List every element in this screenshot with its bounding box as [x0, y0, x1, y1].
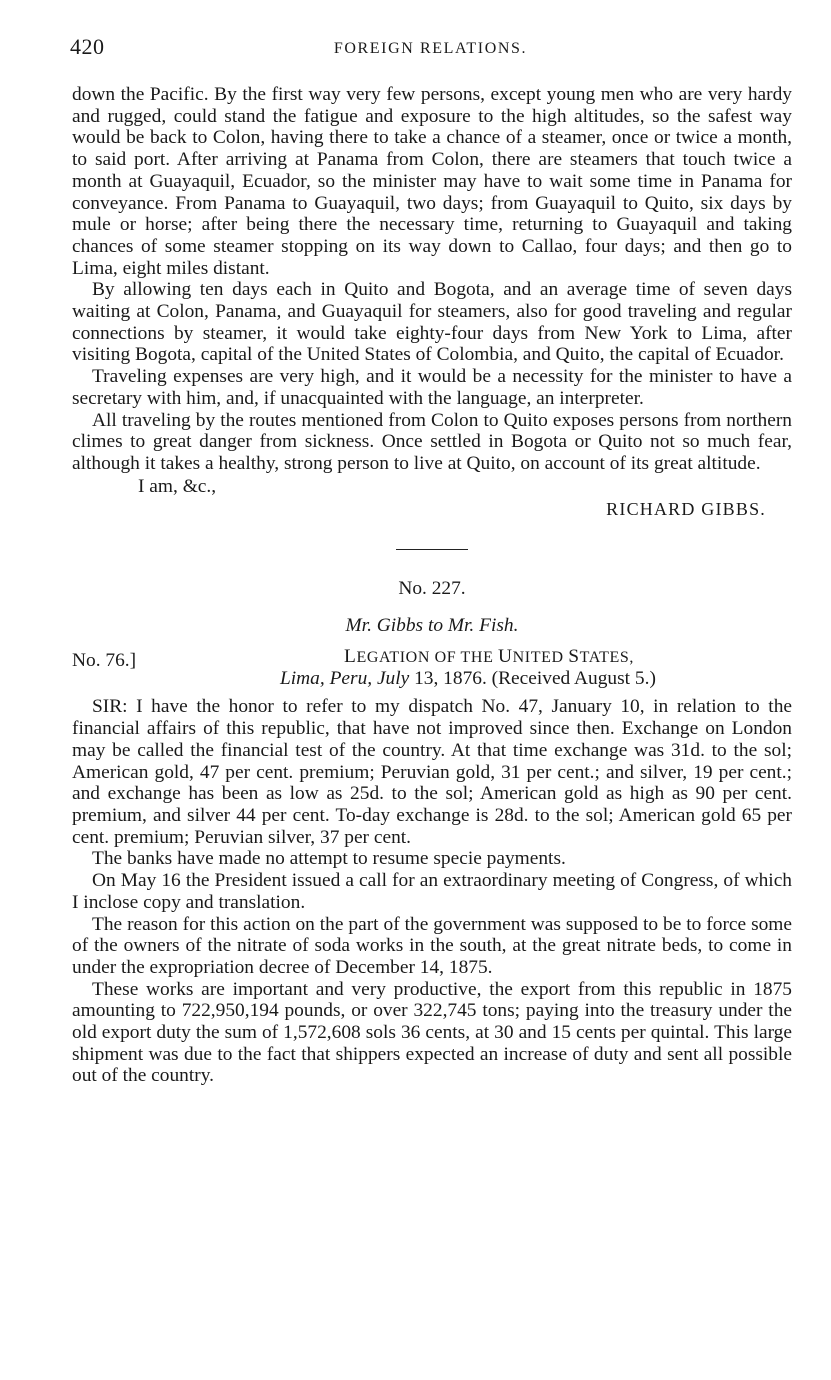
letter1-paragraph-2: By allowing ten days each in Quito and Bogota, and an average time of seven days waiting at Colon, Panama, and Guayaquil for steamers, also for good traveling and regular connections by steamer, it would take eighty-four days from New York to Lima, after visiting Bogota, capital of the United States of Colombia, and Quito, the capital of Ecuador.	[72, 279, 792, 366]
section-divider	[396, 549, 468, 550]
letter2-paragraph-2: The banks have made no attempt to resume specie payments.	[92, 848, 566, 870]
legation-word-1: EGATION OF THE	[356, 649, 499, 667]
running-head: FOREIGN RELATIONS.	[333, 40, 528, 57]
legation-initial-s: S	[568, 646, 580, 668]
dateline-date: 13, 1876. (Received August 5.)	[409, 668, 656, 690]
signature: RICHARD GIBBS.	[606, 499, 766, 520]
letter1-paragraph-4: All traveling by the routes mentioned from Colon to Quito exposes persons from northern climes to great danger from sickness. Once settled in Bogota or Quito not so much fear, although it takes a healthy, strong person to live at Quito, on account of its great altitude.	[72, 409, 792, 474]
salutation: SIR:	[92, 696, 128, 718]
document-title: Mr. Gibbs to Mr. Fish.	[345, 614, 519, 636]
dispatch-number: No. 76.]	[72, 650, 137, 672]
legation-word-2: NITED	[512, 649, 569, 667]
letter2-paragraph-1	[72, 696, 792, 848]
legation-word-3: TATES,	[579, 649, 634, 667]
dateline	[280, 668, 656, 690]
dispatch-heading	[72, 646, 792, 692]
letter1-paragraph-1: down the Pacific. By the first way very few persons, except young men who are very hardy and rugged, could stand the fatigue and exposure to the high altitudes, so the safest way would be back to Colon, having there to take a chance of a steamer, once or twice a month, to said port. After arriving at Panama from Colon, there are steamers that touch twice a month at Guayaquil, Ecuador, so the minister may have to wait some time in Panama for conveyance. From Panama to Guayaquil, two days; from Guayaquil to Quito, six days by mule or horse; after being there the necessary time, returning to Guayaquil and taking chances of some steamer stopping on its way down to Callao, four days; and then go to Lima, eight miles distant.	[72, 84, 792, 279]
legation-heading	[344, 646, 634, 669]
document-number: No. 227.	[398, 578, 466, 600]
page-number: 420	[70, 34, 105, 59]
legation-initial-l: L	[344, 646, 357, 668]
dateline-place: Lima, Peru, July	[280, 668, 410, 690]
page-header	[70, 36, 791, 62]
legation-initial-u: U	[498, 646, 513, 668]
letter2-paragraph-5: These works are important and very productive, the export from this republic in 1875 amounting to 722,950,194 pounds, or over 322,745 tons; paying into the treasury under the old export duty the sum of 1,572,608 sols 36 cents, at 30 and 15 cents per quintal. This large shipment was due to the fact that shippers expected an increase of duty and sent all possible out of the country.	[72, 978, 792, 1087]
closing-line: I am, &c.,	[138, 475, 217, 497]
letter2-paragraph-1-text: I have the honor to refer to my dispatch No. 47, January 10, in relation to the financial affairs of this republic, that have not improved since then. Exchange on London may be called the financial test of the country. At that time exchange was 31d. to the sol; American gold, 47 per cent. premium; Peruvian gold, 31 per cent.; and silver, 19 per cent.; and exchange has been as low as 25d. to the sol; American gold as high as 90 per cent. premium, and silver 44 per cent. To-day exchange is 28d. to the sol; American gold 65 per cent. premium; Peruvian silver, 37 per cent.	[72, 696, 792, 848]
page-body	[72, 84, 792, 1087]
letter1-paragraph-3: Traveling expenses are very high, and it would be a necessity for the minister to have a secretary with him, and, if unacquainted with the language, an interpreter.	[72, 366, 792, 409]
letter2-paragraph-4: The reason for this action on the part of the government was supposed to be to force some of the owners of the nitrate of soda works in the south, at the great nitrate beds, to come in under the expropriation decree of December 14, 1875.	[72, 913, 792, 978]
letter2-paragraph-3: On May 16 the President issued a call for an extraordinary meeting of Congress, of which I inclose copy and translation.	[72, 870, 792, 913]
